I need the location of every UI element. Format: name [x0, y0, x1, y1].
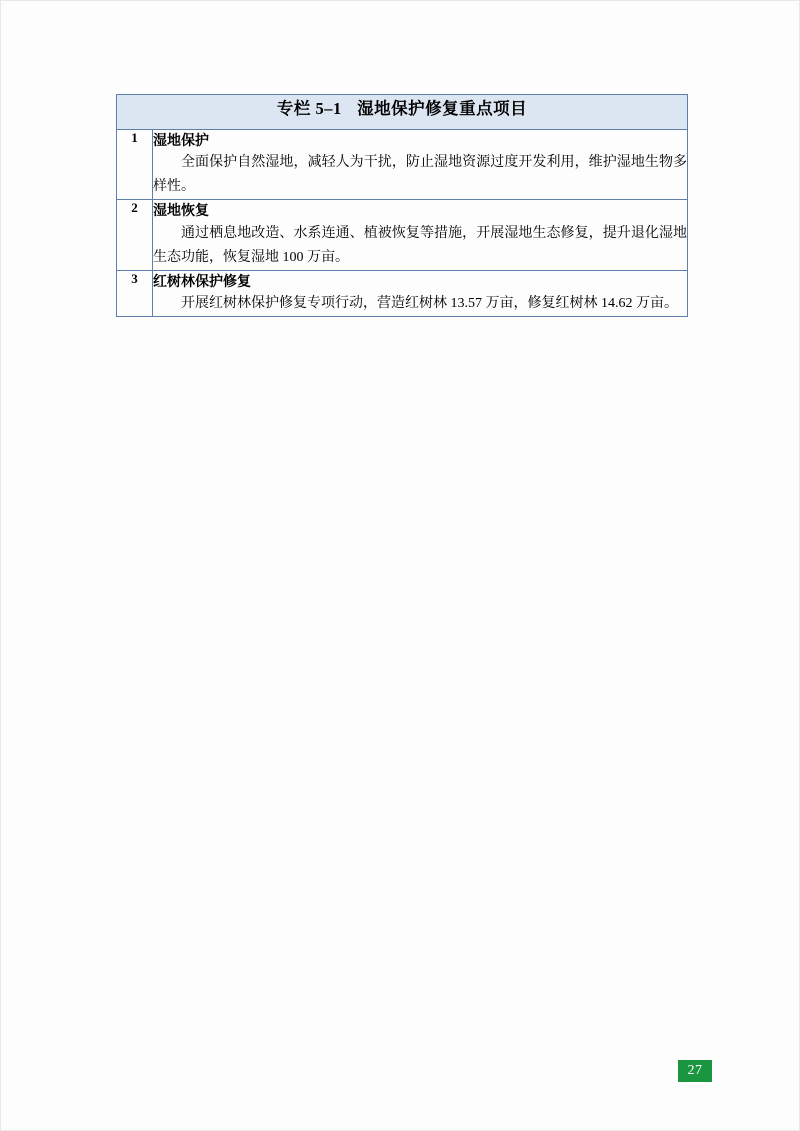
table-title-row: [117, 95, 688, 130]
row-number: 3: [117, 270, 153, 316]
item-heading: 湿地恢复: [153, 202, 209, 219]
row-number: 1: [117, 130, 153, 200]
row-number: 2: [117, 200, 153, 270]
item-heading: 湿地保护: [153, 132, 209, 148]
feature-box-table: [116, 94, 688, 317]
table-title-cell: [117, 95, 688, 130]
table-title-label: 专栏 5–1: [276, 99, 342, 118]
table-row: [117, 130, 688, 200]
table-row: [117, 270, 688, 316]
page-number-badge: 27: [678, 1060, 712, 1082]
table-title-text: 湿地保护修复重点项目: [357, 100, 528, 118]
row-content: [153, 200, 688, 270]
row-content: [153, 130, 688, 200]
table-row: [117, 200, 688, 270]
item-body: 全面保护自然湿地，减轻人为干扰，防止湿地资源过度开发利用，维护湿地生物多样性。: [153, 155, 687, 195]
item-body: 通过栖息地改造、水系连通、植被恢复等措施，开展湿地生态修复，提升退化湿地生态功能，恢复湿地 100 万亩。: [153, 225, 687, 265]
table-title: [277, 100, 527, 118]
row-content: [153, 270, 688, 316]
item-body: 开展红树林保护修复专项行动，营造红树林 13.57 万亩，修复红树林 14.62 万亩。: [181, 296, 678, 312]
item-heading: 红树林保护修复: [153, 272, 251, 289]
